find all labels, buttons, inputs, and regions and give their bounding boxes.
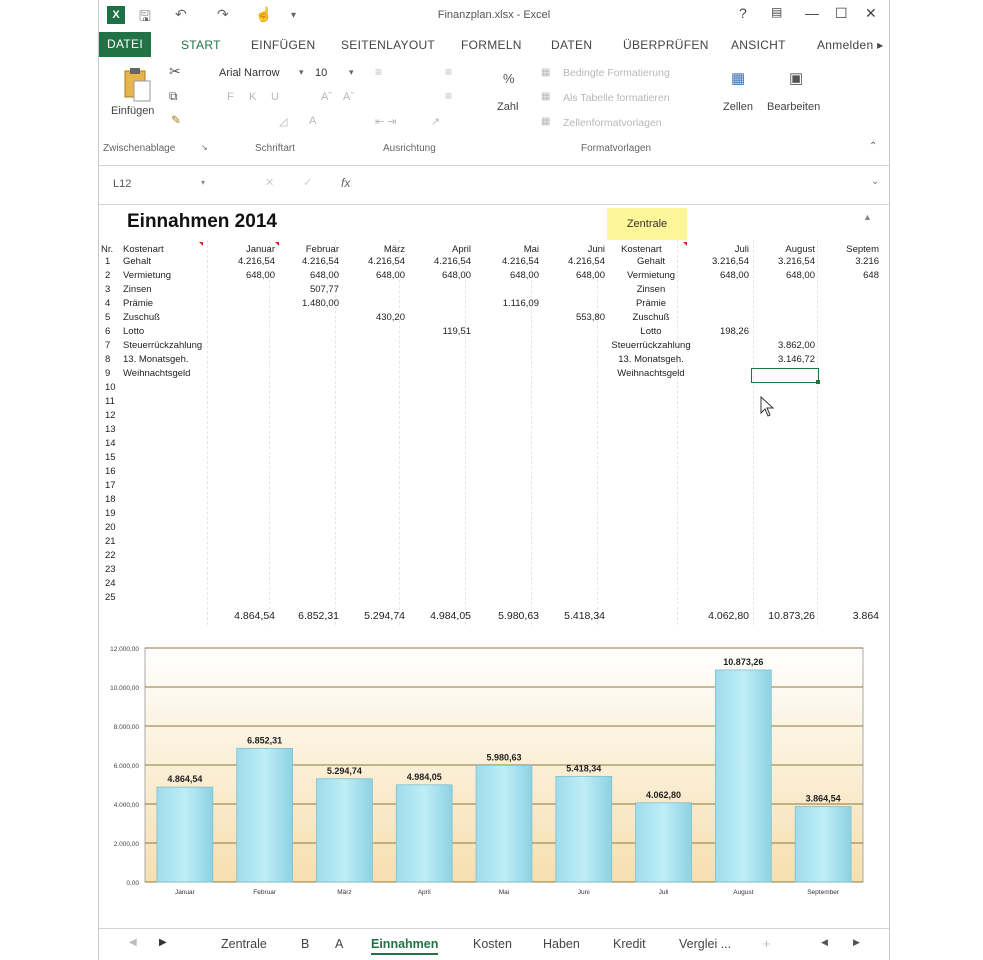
sheet-tab-vergleich[interactable]: Verglei ... — [679, 937, 732, 951]
column-divider — [207, 240, 208, 625]
row-number: 7 — [105, 340, 111, 351]
shrink-font-icon[interactable]: Aˇ — [343, 91, 354, 103]
data-cell[interactable]: 648,00 — [309, 270, 339, 281]
save-icon[interactable]: 🖫 — [139, 8, 151, 24]
ribbon-display-icon[interactable]: ▤ — [771, 5, 783, 19]
header-kostenart-right[interactable]: Kostenart — [621, 244, 662, 255]
data-cell[interactable]: 648,00 — [441, 270, 471, 281]
category-label[interactable]: Lotto — [123, 326, 145, 337]
confirm-entry-icon[interactable]: ✓ — [303, 177, 313, 189]
window-title: Finanzplan.xlsx - Excel — [437, 9, 551, 21]
data-cell[interactable]: 648,00 — [785, 270, 815, 281]
touch-mode-icon[interactable]: ☝ — [255, 6, 273, 22]
row-number: 19 — [105, 508, 116, 519]
bar — [317, 779, 373, 882]
data-cell[interactable]: 430,20 — [375, 312, 405, 323]
data-label: 5.418,34 — [566, 763, 602, 774]
clipboard-launcher-icon[interactable]: ↘ — [201, 143, 208, 152]
data-cell[interactable]: 4.216,54 — [502, 256, 539, 267]
fill-handle[interactable] — [816, 380, 820, 384]
paste-label[interactable]: Einfügen — [111, 105, 155, 117]
row-number: 24 — [105, 578, 116, 589]
close-button[interactable]: ✕ — [865, 5, 877, 21]
bold-button[interactable]: F — [227, 91, 234, 103]
tab-datei[interactable]: DATEI — [99, 32, 151, 57]
sheet-tab-kosten[interactable]: Kosten — [473, 937, 512, 951]
data-cell[interactable]: 198,26 — [719, 326, 749, 337]
total-cell[interactable]: 5.294,74 — [364, 610, 405, 622]
data-cell[interactable]: 648,00 — [509, 270, 539, 281]
data-cell[interactable]: 4.216,54 — [302, 256, 339, 267]
ribbon-tabs — [99, 32, 889, 57]
worksheet[interactable] — [99, 206, 874, 626]
data-cell[interactable]: 4.216,54 — [238, 256, 275, 267]
data-label: 5.980,63 — [486, 752, 522, 763]
data-label: 3.864,54 — [805, 793, 841, 804]
row-number: 13 — [105, 424, 116, 435]
header-month[interactable]: Januar — [245, 244, 275, 255]
data-label: 10.873,26 — [723, 656, 764, 667]
maximize-button[interactable]: ☐ — [835, 5, 848, 21]
column-divider — [817, 240, 818, 625]
row-number: 2 — [105, 270, 111, 281]
x-tick-label: Januar — [174, 889, 195, 896]
insert-function-icon[interactable]: fx — [341, 176, 351, 190]
header-month[interactable]: Mai — [523, 244, 539, 255]
column-divider — [399, 240, 400, 625]
bar — [157, 787, 213, 882]
font-size-dropdown-icon[interactable]: ▾ — [349, 67, 354, 77]
sheet-tab-b[interactable]: B — [301, 937, 310, 951]
sheet-tab-zentrale[interactable]: Zentrale — [221, 937, 267, 951]
data-cell[interactable]: 553,80 — [575, 312, 605, 323]
row-number: 18 — [105, 494, 116, 505]
row-number: 5 — [105, 312, 111, 323]
data-cell[interactable]: 507,77 — [309, 284, 339, 295]
tab-scroll-left-icon[interactable]: ◀ — [129, 937, 137, 948]
y-tick-label: 10.000,00 — [110, 685, 139, 692]
category-label-right[interactable]: Zuschuß — [632, 312, 670, 323]
bar — [715, 670, 771, 882]
zentrale-button[interactable]: Zentrale — [607, 208, 687, 240]
total-cell[interactable]: 5.980,63 — [498, 610, 539, 622]
cond-format-button[interactable]: Bedingte Formatierung — [563, 67, 670, 79]
bar — [476, 765, 532, 882]
row-number: 14 — [105, 438, 116, 449]
font-name-box[interactable]: Arial Narrow — [219, 67, 280, 79]
sheet-title: Einnahmen 2014 — [127, 211, 277, 232]
row-number: 12 — [105, 410, 116, 421]
italic-button[interactable]: K — [249, 91, 257, 103]
data-cell[interactable]: 3.216,54 — [712, 256, 749, 267]
font-size-box[interactable]: 10 — [315, 67, 328, 79]
category-label-right[interactable]: Steuerrückzahlung — [611, 340, 691, 351]
data-cell[interactable]: 648 — [863, 270, 879, 281]
column-divider — [269, 240, 270, 625]
name-box[interactable]: L12 — [113, 178, 132, 190]
data-cell[interactable]: 3.216,54 — [778, 256, 815, 267]
y-tick-label: 6.000,00 — [113, 763, 139, 770]
excel-logo-icon: X — [107, 6, 125, 24]
category-label-right[interactable]: Zinsen — [636, 284, 666, 295]
x-tick-label: August — [733, 889, 754, 896]
category-label[interactable]: Steuerrückzahlung — [123, 340, 203, 351]
comment-indicator-icon — [199, 242, 203, 246]
category-label[interactable]: Prämie — [123, 298, 154, 309]
bar — [237, 748, 293, 882]
header-month[interactable]: August — [785, 244, 815, 255]
tab-seitenlayout[interactable]: SEITENLAYOUT — [341, 38, 436, 52]
number-label[interactable]: Zahl — [497, 101, 519, 113]
row-number: 9 — [105, 368, 111, 379]
data-label: 4.984,05 — [406, 771, 442, 782]
add-sheet-button[interactable]: + — [763, 937, 771, 951]
orientation-icon[interactable]: ↗ — [431, 116, 441, 128]
data-cell[interactable]: 4.216,54 — [368, 256, 405, 267]
category-label[interactable]: Gehalt — [123, 256, 151, 267]
row-number: 21 — [105, 536, 116, 547]
data-cell[interactable]: 3.862,00 — [778, 340, 815, 351]
row-number: 10 — [105, 382, 116, 393]
total-cell[interactable]: 4.984,05 — [430, 610, 471, 622]
data-label: 4.062,80 — [646, 789, 682, 800]
total-cell[interactable]: 4.864,54 — [234, 610, 275, 622]
customize-qat-icon[interactable]: ▾ — [291, 10, 297, 21]
as-table-button[interactable]: Als Tabelle formatieren — [563, 92, 670, 104]
align-top-icon[interactable]: ≡ — [375, 65, 383, 79]
signin-label: Anmelden — [817, 38, 874, 52]
chart-area[interactable] — [99, 630, 889, 902]
wrap-text-icon[interactable]: ≡ — [445, 65, 453, 79]
group-styles: Formatvorlagen — [581, 143, 652, 154]
copy-icon[interactable]: ⧉ — [169, 89, 178, 103]
title-bar — [99, 0, 889, 32]
cut-icon[interactable]: ✂ — [169, 63, 181, 79]
header-month[interactable]: Juni — [587, 244, 605, 255]
category-label[interactable]: Vermietung — [123, 270, 172, 281]
number-format-icon[interactable]: % — [503, 71, 515, 86]
category-label-right[interactable]: Prämie — [635, 298, 667, 309]
bar — [396, 785, 452, 882]
formula-bar — [99, 166, 889, 205]
indent-icon[interactable]: ⇤ ⇥ — [375, 116, 397, 128]
cells-icon[interactable]: ▦ — [731, 70, 746, 87]
row-number: 22 — [105, 550, 116, 561]
underline-button[interactable]: U — [271, 91, 279, 103]
row-number: 6 — [105, 326, 111, 337]
x-tick-label: Juli — [658, 889, 669, 896]
excel-window — [98, 0, 890, 960]
row-number: 1 — [105, 256, 111, 267]
help-button[interactable]: ? — [739, 5, 747, 21]
x-tick-label: April — [417, 889, 431, 896]
row-number: 8 — [105, 354, 111, 365]
bar — [636, 803, 692, 882]
data-label: 6.852,31 — [247, 735, 283, 746]
y-tick-label: 8.000,00 — [113, 724, 139, 731]
undo-icon[interactable]: ↶ — [175, 6, 187, 22]
x-tick-label: Februar — [253, 889, 277, 896]
total-cell[interactable]: 10.873,26 — [768, 610, 815, 622]
x-tick-label: März — [337, 889, 352, 896]
bar — [795, 807, 851, 882]
signin-link[interactable]: Anmelden ▸ — [817, 38, 884, 52]
category-label[interactable]: Zinsen — [123, 284, 152, 295]
category-label-right[interactable]: Weihnachtsgeld — [617, 368, 685, 379]
data-label: 4.864,54 — [167, 774, 203, 785]
category-label-right[interactable]: 13. Monatsgeh. — [618, 354, 684, 365]
data-cell[interactable]: 1.480,00 — [302, 298, 339, 309]
header-month[interactable]: April — [451, 244, 471, 255]
total-cell[interactable]: 4.062,80 — [708, 610, 749, 622]
total-cell[interactable]: 5.418,34 — [564, 610, 605, 622]
paste-icon[interactable] — [121, 67, 151, 103]
header-kostenart[interactable]: Kostenart — [123, 244, 164, 255]
row-number: 25 — [105, 592, 116, 603]
row-number: 16 — [105, 466, 116, 477]
group-clipboard: Zwischenablage — [103, 143, 176, 154]
cells-label[interactable]: Zellen — [723, 101, 753, 113]
expand-formula-icon[interactable]: ⌄ — [871, 176, 880, 187]
minimize-button[interactable]: — — [805, 5, 819, 21]
total-cell[interactable]: 6.852,31 — [298, 610, 339, 622]
category-label[interactable]: Zuschuß — [123, 312, 160, 323]
x-tick-label: September — [807, 889, 840, 896]
group-font: Schriftart — [255, 143, 296, 154]
bar — [556, 776, 612, 882]
x-tick-label: Juni — [577, 889, 590, 896]
redo-icon[interactable]: ↷ — [217, 6, 229, 22]
name-box-dropdown-icon[interactable]: ▾ — [201, 178, 206, 187]
header-month[interactable]: Juli — [734, 244, 749, 255]
tab-start[interactable]: START — [181, 38, 221, 52]
selected-cell[interactable] — [751, 368, 819, 383]
row-number: 15 — [105, 452, 116, 463]
merge-center-icon[interactable]: ≡ — [445, 89, 453, 103]
binoculars-icon[interactable]: ▣ — [789, 70, 804, 87]
column-divider — [597, 240, 598, 625]
income-bar-chart[interactable] — [99, 630, 889, 902]
tab-daten[interactable]: DATEN — [551, 38, 593, 52]
row-number: 11 — [105, 396, 115, 407]
fill-color-icon[interactable]: ◿ — [279, 116, 288, 128]
cell-styles-button[interactable]: Zellenformatvorlagen — [563, 117, 662, 129]
data-cell[interactable]: 648,00 — [719, 270, 749, 281]
hscroll-right-icon[interactable]: ▶ — [853, 937, 860, 947]
hscroll-left-icon[interactable]: ◀ — [821, 937, 828, 947]
tab-ansicht[interactable]: ANSICHT — [731, 38, 786, 52]
font-name-dropdown-icon[interactable]: ▾ — [299, 67, 304, 77]
comment-indicator-icon — [275, 242, 279, 246]
category-label[interactable]: 13. Monatsgeh. — [123, 354, 189, 365]
y-tick-label: 0,00 — [126, 880, 139, 887]
category-label-right[interactable]: Vermietung — [626, 270, 676, 281]
ribbon — [99, 57, 889, 166]
header-month[interactable]: März — [383, 244, 405, 255]
grow-font-icon[interactable]: Aˆ — [321, 91, 332, 103]
scroll-up-icon[interactable]: ▲ — [863, 212, 872, 222]
header-nr[interactable]: Nr. — [101, 244, 114, 255]
data-cell[interactable]: 648,00 — [575, 270, 605, 281]
y-tick-label: 2.000,00 — [113, 841, 139, 848]
mouse-cursor-icon — [760, 396, 776, 418]
cond-format-icon[interactable]: ▦ — [541, 67, 551, 78]
data-cell[interactable]: 4.216,54 — [568, 256, 605, 267]
y-tick-label: 4.000,00 — [113, 802, 139, 809]
tab-einfuegen[interactable]: EINFÜGEN — [251, 38, 316, 52]
data-cell[interactable]: 3.146,72 — [778, 354, 815, 365]
category-label-right[interactable]: Gehalt — [637, 256, 665, 267]
total-cell[interactable]: 3.864 — [852, 610, 879, 622]
data-label: 5.294,74 — [326, 765, 362, 776]
sheet-tabs-bar — [99, 928, 889, 960]
cancel-entry-icon[interactable]: ✕ — [265, 177, 275, 189]
cell-styles-icon[interactable]: ▦ — [541, 116, 551, 127]
collapse-ribbon-icon[interactable]: ⌃ — [869, 141, 878, 152]
data-cell[interactable]: 1.116,09 — [502, 298, 539, 309]
comment-indicator-icon — [683, 242, 687, 246]
column-divider — [465, 240, 466, 625]
data-cell[interactable]: 119,51 — [442, 326, 471, 337]
tab-scroll-right-icon[interactable]: ▶ — [159, 937, 167, 948]
row-number: 23 — [105, 564, 116, 575]
data-cell[interactable]: 648,00 — [375, 270, 405, 281]
group-alignment: Ausrichtung — [383, 143, 436, 154]
row-number: 17 — [105, 480, 116, 491]
font-color-icon[interactable]: A — [309, 115, 317, 127]
y-tick-label: 12.000,00 — [110, 646, 139, 653]
row-number: 4 — [105, 298, 111, 309]
sheet-tab-kredit[interactable]: Kredit — [613, 937, 646, 951]
tab-ueberpruefen[interactable]: ÜBERPRÜFEN — [623, 38, 709, 52]
data-cell[interactable]: 648,00 — [245, 270, 275, 281]
header-month[interactable]: Septem — [846, 244, 879, 255]
as-table-icon[interactable]: ▦ — [541, 91, 551, 102]
row-number: 20 — [105, 522, 116, 533]
category-label-right[interactable]: Lotto — [640, 326, 662, 337]
column-divider — [753, 240, 754, 625]
format-painter-icon[interactable]: ✎ — [171, 113, 182, 127]
data-cell[interactable]: 4.216,54 — [434, 256, 471, 267]
category-label[interactable]: Weihnachtsgeld — [123, 368, 191, 379]
header-month[interactable]: Februar — [305, 244, 339, 255]
data-cell[interactable]: 3.216 — [855, 256, 879, 267]
sheet-tab-a[interactable]: A — [335, 937, 344, 951]
row-number: 3 — [105, 284, 111, 295]
edit-label[interactable]: Bearbeiten — [767, 101, 821, 113]
sheet-tab-haben[interactable]: Haben — [543, 937, 580, 951]
x-tick-label: Mai — [498, 889, 510, 896]
sheet-tab-einnahmen[interactable]: Einnahmen — [371, 937, 438, 955]
tab-formeln[interactable]: FORMELN — [461, 38, 522, 52]
